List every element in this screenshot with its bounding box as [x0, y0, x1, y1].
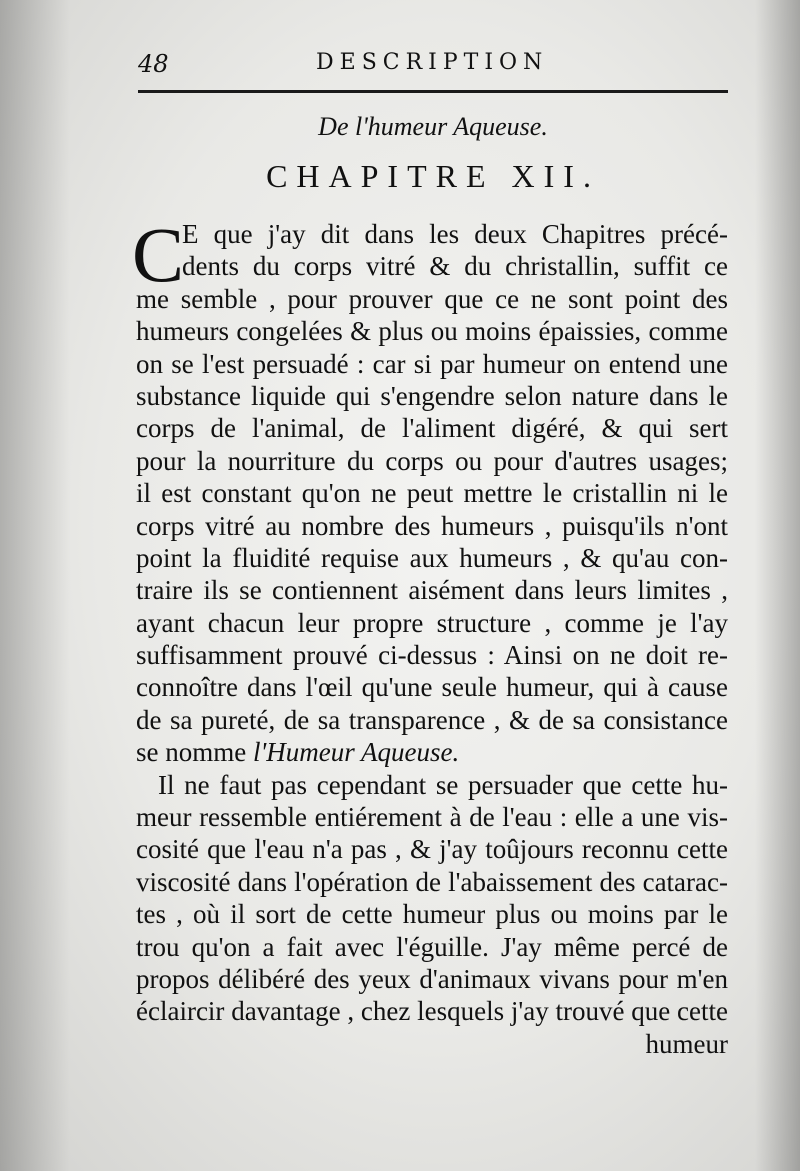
text-line: de sa pureté, de sa transparence , & de sa consistance [136, 704, 728, 735]
text-line: trou qu'on a fait avec l'éguille. J'ay même percé de [136, 931, 728, 962]
text-line: il est constant qu'on ne peut mettre le cristallin ni le [136, 478, 728, 509]
text-line: ayant chacun leur propre structure , comme je l'ay [136, 607, 728, 638]
page-number: 48 [138, 50, 169, 78]
text-line: suffisamment prouvé ci-dessus : Ainsi on ne doit re- [136, 640, 728, 671]
running-title: DESCRIPTION [316, 50, 549, 75]
chapter-title: CHAPITRE XII. [266, 158, 600, 194]
text-line: connoître dans l'œil qu'une seule humeur, qui à cause [136, 672, 728, 703]
body-text [132, 211, 728, 1060]
text-line: éclaircir davantage , chez lesquels j'ay trouvé que cette [136, 996, 728, 1027]
drop-cap: C [132, 211, 185, 298]
text-line: tes , où il sort de cette humeur plus ou moins par le [136, 899, 728, 930]
catchword: humeur [645, 1028, 728, 1059]
section-title: De l'humeur Aqueuse. [318, 112, 548, 141]
italic-term: l'Humeur Aqueuse. [252, 737, 460, 768]
text-line: meur ressemble entiérement à de l'eau : elle a une vis- [136, 802, 728, 833]
text-line: on se l'est persuadé : car si par humeur on entend une [136, 348, 728, 379]
text-line: traire ils se contiennent aisément dans leurs limites , [136, 575, 728, 606]
text-line: cosité que l'eau n'a pas , & j'ay toûjours reconnu cette [136, 834, 728, 865]
text-line: pour la nourriture du corps ou pour d'autres usages; [136, 445, 728, 476]
running-head [138, 44, 728, 80]
text-run: se nomme [136, 737, 253, 768]
text-line: dents du corps vitré & du christallin, suffit ce [182, 251, 728, 282]
text-line: E que j'ay dit dans les deux Chapitres précé- [182, 219, 728, 249]
text-line: humeurs congelées & plus ou moins épaissies, comme [136, 316, 728, 347]
header-rule [138, 90, 728, 93]
text-line: me semble , pour prouver que ce ne sont point des [136, 283, 728, 314]
text-line: propos délibéré des yeux d'animaux vivans pour m'en [136, 963, 728, 994]
text-line: viscosité dans l'opération de l'abaissement des catarac- [136, 866, 728, 897]
text-line: Il ne faut pas cependant se persuader que cette hu- [158, 769, 728, 800]
text-line: corps vitré au nombre des humeurs , puisqu'ils n'ont [136, 510, 728, 541]
text-line-last [136, 736, 728, 768]
text-line: substance liquide qui s'engendre selon nature dans le [136, 380, 728, 411]
text-line: point la fluidité requise aux humeurs , & qu'au con- [136, 542, 728, 573]
text-line: corps de l'animal, de l'aliment digéré, & qui sert [136, 413, 728, 444]
